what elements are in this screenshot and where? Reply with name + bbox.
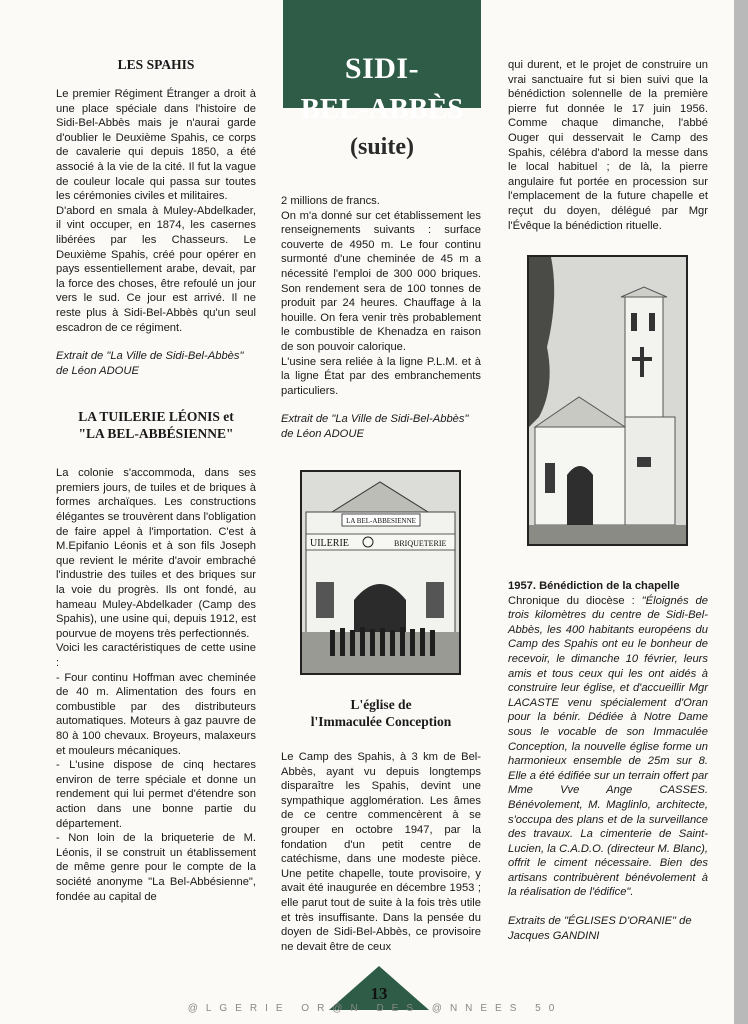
spahis-paragraph-1: Le premier Régiment Étranger a droit à une place spéciale dans l'histoire de Sidi-Bel-Abbès mais je n'aurai garde d'oublier le Deuxième Spahis, ce corps de cavalerie qui depuis 1850, a été associé à la vie de la cité. Il fut la vague de couleur locale qui passa sur toutes les cérémonies civiles et militaires. xyxy=(56,88,256,203)
spahis-source xyxy=(56,349,256,378)
middle-source-line1: Extrait de "La Ville de Sidi-Bel-Abbès" xyxy=(281,413,469,426)
right-source xyxy=(508,914,708,943)
spahis-source-line1: Extrait de "La Ville de Sidi-Bel-Abbès" xyxy=(56,350,244,363)
tuilerie-paragraph-1: La colonie s'accommoda, dans ses premiers jours, de tuiles et de briques à formes archaïques. Les constructions élégantes se trouvèrent dans l'obligation de faire appel à l'importation. C'est à M.Epifanio Léonis et à son fils Joseph que revient le mérite d'avoir embraché l'industrie des tuiles et des briques sur la voie du progrès. Ils ont fondé, au hameau Muley-Abdelkader (Camp des Spahis), une usine qui, depuis 1912, est pourvue de moyens très perfectionnés. xyxy=(56,467,256,640)
eglise-paragraph: Le Camp des Spahis, à 3 km de Bel-Abbès, ayant vu depuis longtemps disparaître les Spahis, devint une sympathique agglomération. Les âmes de ce centre commencèrent à se grouper en octobre 1947, par la fondation d'un petit centre de catéchisme, dans une modeste pièce. Une petite chapelle, toute provisoire, y avait été inaugurée en décembre 1953 ; elle parut tout de suite à la fois très utile et très insuffisante. Dans la pensée du doyen de Sidi-Bel-Abbès, ce provisoire ne devait être de ceux xyxy=(281,751,481,953)
right-source-line2: Jacques GANDINI xyxy=(508,929,600,942)
tuilerie-paragraph-4: - L'usine dispose de cinq hectares environ de terre spéciale et donne un rendement qui lui permet d'étendre son action dans une bonne partie du département. xyxy=(56,759,256,830)
right-column-bottom xyxy=(508,579,708,943)
left-column xyxy=(56,56,256,904)
eglise-heading xyxy=(281,696,481,730)
caption-lead: Chronique du diocèse : xyxy=(508,594,642,607)
factory-sign-right: BRIQUETERIE xyxy=(394,539,447,548)
middle-paragraph-1: 2 millions de francs. xyxy=(281,195,380,207)
banner-title-line1: SIDI- xyxy=(344,52,420,85)
spahis-paragraph-2: D'abord en smala à Muley-Abdelkader, il vint occuper, en 1874, les casernes libérées par les Chasseurs. Le Deuxième Spahis, créé pour opérer en pays essentiellement arabe, devait, par la force des choses, être refoulé un jour vers le sud. Ce jour est arrivé. Il ne reste plus à Sidi-Bel-Abbès qu'un seul escadron de ce régiment. xyxy=(56,204,256,334)
middle-source xyxy=(281,412,481,441)
church-photo xyxy=(527,255,688,546)
banner-title-line2: BEL-ABBÈS xyxy=(300,93,464,125)
tuilerie-heading xyxy=(56,408,256,442)
running-title: @LGERIE OR@N DES @NNEES 50 xyxy=(187,1003,563,1014)
right-column-top xyxy=(508,58,708,233)
middle-paragraph-2: On m'a donné sur cet établissement les renseignements suivants : surface couverte de 4950 m. Le four continu surmonté d'une cheminée de 45 m a nécessité l'emploi de 300 000 briques. Son rendement sera de 100 tonnes de produit par 24 heures. Chauffage à la houille. On fera venir très probablement le combustible de Khenadza en raison de son pouvoir calorique. xyxy=(281,209,481,353)
caption-body xyxy=(508,594,708,900)
title-banner xyxy=(283,0,481,125)
caption-title: 1957. Bénédiction de la chapelle xyxy=(508,580,680,592)
factory-sign-left: UILERIE xyxy=(310,538,349,549)
tuilerie-heading-line1: LA TUILERIE LÉONIS et xyxy=(78,409,234,425)
eglise-heading-line1: L'église de xyxy=(350,697,412,712)
factory-illustration xyxy=(302,472,459,673)
eglise-heading-line2: l'Immaculée Conception xyxy=(310,714,452,729)
page-number: 13 xyxy=(370,984,388,1003)
tuilerie-paragraph-5: - Non loin de la briqueterie de M. Léonis, il se construit un établissement de même genre pour le compte de la société anonyme "La Bel-Abbésienne", fondée au capital de xyxy=(56,832,256,903)
eglise-section xyxy=(281,696,481,954)
tuilerie-paragraph-2: Voici les caractéristiques de cette usine : xyxy=(56,642,256,669)
spahis-heading: LES SPAHIS xyxy=(117,57,195,72)
spahis-source-line2: de Léon ADOUE xyxy=(56,364,139,377)
factory-photo xyxy=(300,470,461,675)
middle-column xyxy=(281,194,481,442)
page-edge xyxy=(734,0,748,1024)
middle-paragraph-3: L'usine sera reliée à la ligne P.L.M. et à la ligne État par des embranchements particuliers. xyxy=(281,355,481,397)
church-illustration xyxy=(529,257,686,544)
right-paragraph: qui durent, et le projet de construire un vrai sanctuaire fut si bien suivi que la bénédiction solennelle de la première pierre fut donnée le 17 juin 1956. Comme chaque dimanche, l'abbé Ouger qui desservait le Camp des Spahis, célébra d'abord la messe dans le local habituel ; de là, la pierre angulaire fut portée en procession sur l'emplacement de la future chapelle et reçut du doyen, délégué par Mgr l'Évêque la bénédiction rituelle. xyxy=(508,59,708,232)
factory-sign-top: LA BEL-ABBESIENNE xyxy=(346,517,416,525)
tuilerie-paragraph-3: - Four continu Hoffman avec cheminée de 40 m. Alimentation des fours en combustible par des distributeurs automatiques. Moteurs à gaz pauvre de 80 à 100 chevaux. Broyeurs, malaxeurs et mouleurs mécaniques. xyxy=(56,671,256,757)
caption-quote: "Éloignés de trois kilomètres du centre de Sidi-Bel-Abbès, les 400 habitants européens du Camp des Spahis ont eu le bonheur de recevoir, le dimanche 10 février, leurs amis et tous ceux qui les ont aidés à construire leur église, et d'accueillir Mgr LACASTE venu spécialement d'Oran pour la bénir. Dédiée à Notre Dame sous le vocable de son Immaculée Conception, la nouvelle église forme un harmonieux ensemble de 25m sur 8. Elle a été édifiée sur un terrain offert par Mme Vve Ange CASSES. Bénévolement, M. Maglinlo, architecte, s'occupa des plans et de la surveillance des travaux. La cimenterie de Saint-Lucien, la C.A.D.O. (directeur M. Blanc), offrit le ciment nécessaire. Bien des artisans contribuèrent bénévolement à la réalisation de l'édifice". xyxy=(508,594,708,899)
right-source-line1: Extraits de "ÉGLISES D'ORANIE" de xyxy=(508,915,692,928)
tuilerie-heading-line2: "LA BEL-ABBÉSIENNE" xyxy=(78,426,234,442)
middle-source-line2: de Léon ADOUE xyxy=(281,427,364,440)
banner-subtitle: (suite) xyxy=(350,134,414,160)
